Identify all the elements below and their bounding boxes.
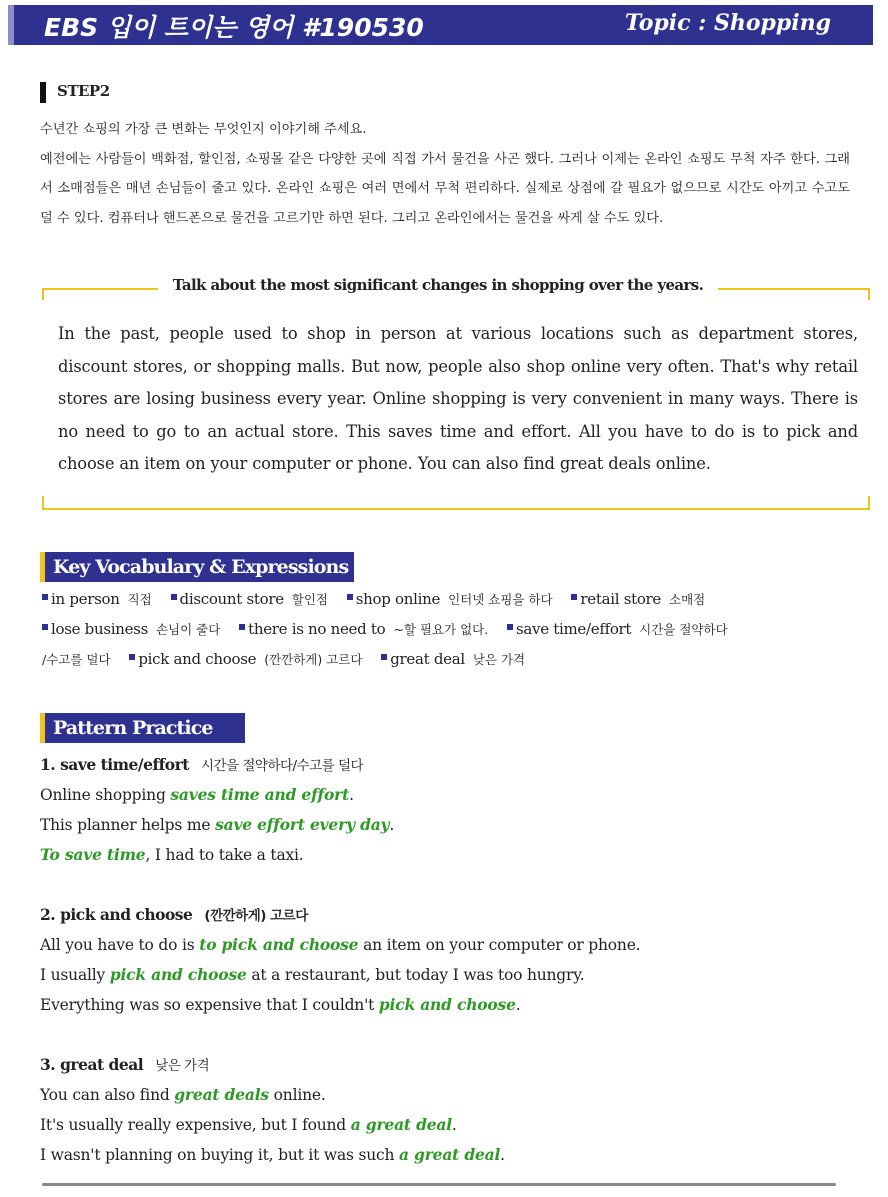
vocab-item: retail store 소매점 <box>571 590 705 608</box>
pattern-heading: 3. great deal 낮은 가격 <box>40 1055 210 1074</box>
vocab-row <box>42 650 539 668</box>
square-bullet-icon <box>239 624 245 630</box>
square-bullet-icon <box>129 654 135 660</box>
frame-line <box>42 288 158 290</box>
frame-line <box>42 288 44 300</box>
example-sentence: Everything was so expensive that I couldn't pick and choose. <box>40 995 521 1014</box>
vocab-item: lose business 손님이 줄다 <box>42 620 220 638</box>
korean-answer: 예전에는 사람들이 백화점, 할인점, 쇼핑몰 같은 다양한 곳에 직접 가서 물건을 사곤 했다. 그러나 이제는 온라인 쇼핑도 무척 자주 한다. 그래서 소매점들은 매년 손님들이 줄고 있다. 온라인 쇼핑은 여러 면에서 무척 편리하다. 실제로 상점에 갈 필요가 없으므로 시간도 아끼고 수고도 덜 수 있다. 컴퓨터나 핸드폰으로 물건을 고르기만 하면 된다. 그리고 온라인에서는 물건을 싸게 살 수도 있다. <box>40 151 850 226</box>
vocab-item-continued: /수고를 덜다 <box>42 652 111 667</box>
page-title: EBS 입이 트이는 영어 #190530 <box>44 13 424 42</box>
square-bullet-icon <box>507 624 513 630</box>
korean-question: 수년간 쇼핑의 가장 큰 변화는 무엇인지 이야기해 주세요. <box>40 122 367 137</box>
pattern-heading: 1. save time/effort 시간을 절약하다/수고를 덜다 <box>40 755 364 774</box>
pattern-heading: 2. pick and choose (깐깐하게) 고르다 <box>40 905 308 924</box>
pattern-group <box>40 900 860 1020</box>
example-sentence: To save time, I had to take a taxi. <box>40 845 304 864</box>
square-bullet-icon <box>571 594 577 600</box>
english-answer: In the past, people used to shop in person at various locations such as department stores, discount stores, or shopping malls. But now, people also shop online very often. That's why retail stores are losing business every year. Online shopping is very convenient in many ways. There is no need to go to an actual store. This saves time and effort. All you have to do is to pick and choose an item on your computer or phone. You can also find great deals online. <box>58 324 858 473</box>
header-bar <box>8 5 873 45</box>
vocab-section-title: Key Vocabulary & Expressions <box>40 552 354 582</box>
example-sentence: This planner helps me save effort every day. <box>40 815 395 834</box>
example-sentence: I usually pick and choose at a restaurant, but today I was too hungry. <box>40 965 585 984</box>
vocab-row <box>42 620 742 638</box>
vocab-row <box>42 590 719 608</box>
topic-label: Topic : Shopping <box>624 10 831 36</box>
step-marker <box>40 82 46 103</box>
frame-line <box>42 496 44 510</box>
square-bullet-icon <box>42 624 48 630</box>
square-bullet-icon <box>171 594 177 600</box>
vocab-item: shop online 인터넷 쇼핑을 하다 <box>347 590 553 608</box>
frame-line <box>868 288 870 300</box>
frame-line <box>42 508 870 510</box>
vocab-item: in person 직접 <box>42 590 152 608</box>
square-bullet-icon <box>347 594 353 600</box>
vocab-item: there is no need to ~할 필요가 없다. <box>239 620 488 638</box>
vocab-item: pick and choose (깐깐하게) 고르다 <box>129 650 362 668</box>
vocab-item: discount store 할인점 <box>171 590 328 608</box>
vocab-item: save time/effort 시간을 절약하다 <box>507 620 728 638</box>
step-label: STEP2 <box>57 82 110 100</box>
pattern-group <box>40 1050 860 1170</box>
frame-line <box>718 288 870 290</box>
example-sentence: All you have to do is to pick and choose an item on your computer or phone. <box>40 935 641 954</box>
square-bullet-icon <box>42 594 48 600</box>
example-sentence: I wasn't planning on buying it, but it was such a great deal. <box>40 1145 505 1164</box>
example-sentence: Online shopping saves time and effort. <box>40 785 354 804</box>
english-question: Talk about the most significant changes in shopping over the years. <box>172 276 704 294</box>
frame-line <box>868 496 870 510</box>
pattern-section-title: Pattern Practice <box>40 713 245 743</box>
square-bullet-icon <box>381 654 387 660</box>
example-sentence: You can also find great deals online. <box>40 1085 326 1104</box>
vocab-item: great deal 낮은 가격 <box>381 650 525 668</box>
bottom-divider <box>42 1183 836 1186</box>
example-sentence: It's usually really expensive, but I found a great deal. <box>40 1115 457 1134</box>
pattern-group <box>40 750 860 870</box>
korean-passage <box>40 115 850 233</box>
